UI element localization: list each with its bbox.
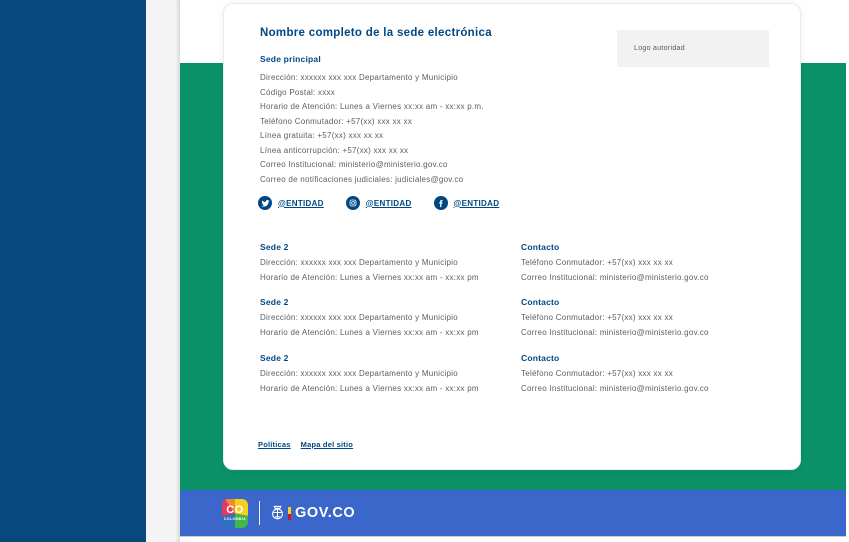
authority-logo-placeholder	[617, 30, 769, 67]
instagram-handle: @ENTIDAD	[365, 198, 412, 208]
politicas-link[interactable]: Políticas	[258, 440, 291, 449]
mapa-del-sitio-link[interactable]: Mapa del sitio	[300, 440, 354, 449]
sede-principal-section	[260, 54, 484, 187]
postal-code-line: Código Postal: xxxx	[260, 87, 336, 97]
contacto-heading: Contacto	[521, 242, 560, 252]
twitter-handle: @ENTIDAD	[278, 198, 324, 208]
instagram-link[interactable]	[346, 196, 412, 210]
contacto-phone: Teléfono Conmutador: +57(xx) xxx xx xx	[521, 258, 674, 267]
contacto-email: Correo Institucional: ministerio@ministerio.gov.co	[521, 327, 709, 337]
hours-line: Horario de Atención: Lunes a Viernes xx:xx am - xx:xx p.m.	[260, 102, 484, 111]
sede-2-address: Dirección: xxxxxx xxx xxx Departamento y Municipio	[260, 369, 458, 378]
contacto-block	[521, 297, 766, 340]
footer-links-row	[258, 440, 353, 449]
facebook-icon	[434, 196, 448, 210]
sede-2-block	[260, 242, 515, 285]
authority-logo-label: Logo autoridad	[634, 45, 685, 52]
phone-line: Teléfono Conmutador: +57(xx) xxx xx xx	[260, 116, 413, 126]
social-links-row	[258, 196, 499, 210]
sede-2-address: Dirección: xxxxxx xxx xxx Departamento y Municipio	[260, 313, 458, 322]
brand-divider	[259, 501, 260, 525]
card-title: Nombre completo de la sede electrónica	[260, 27, 492, 39]
sede-2-block	[260, 297, 515, 340]
twitter-link[interactable]	[258, 196, 324, 210]
contacto-phone: Teléfono Conmutador: +57(xx) xxx xx xx	[521, 369, 674, 378]
sede-2-hours: Horario de Atención: Lunes a Viernes xx:xx am - xx:xx pm	[260, 327, 479, 337]
facebook-link[interactable]	[434, 196, 500, 210]
email-line: Correo Institucional: ministerio@ministerio.gov.co	[260, 160, 448, 169]
free-line: Línea gratuita: +57(xx) xxx xx xx	[260, 131, 384, 140]
sede-principal-heading: Sede principal	[260, 54, 321, 64]
sede-2-heading: Sede 2	[260, 242, 289, 252]
govco-wordmark: GOV.CO	[295, 505, 356, 521]
colombia-co-logo[interactable]	[222, 499, 248, 528]
twitter-icon	[258, 196, 272, 210]
left-sidebar-panel	[0, 0, 146, 542]
co-logo-subtext: COLOMBIA	[223, 517, 247, 521]
contact-info-card	[223, 3, 801, 470]
sede-2-block	[260, 353, 515, 396]
govco-logo-link[interactable]	[270, 505, 355, 521]
contacto-phone: Teléfono Conmutador: +57(xx) xxx xx xx	[521, 313, 674, 322]
contacto-heading: Contacto	[521, 297, 560, 307]
escudo-icon	[270, 505, 285, 521]
facebook-handle: @ENTIDAD	[453, 198, 500, 208]
sede-2-hours: Horario de Atención: Lunes a Viernes xx:xx am - xx:xx pm	[260, 383, 479, 393]
contacto-email: Correo Institucional: ministerio@ministerio.gov.co	[521, 383, 709, 393]
sede-2-heading: Sede 2	[260, 353, 289, 363]
sede-2-hours: Horario de Atención: Lunes a Viernes xx:xx am - xx:xx pm	[260, 272, 479, 282]
page-gutter	[146, 0, 180, 542]
anticorruption-line: Línea anticorrupción: +57(xx) xxx xx xx	[260, 145, 409, 155]
contacto-email: Correo Institucional: ministerio@ministerio.gov.co	[521, 272, 709, 282]
sede-2-address: Dirección: xxxxxx xxx xxx Departamento y Municipio	[260, 258, 458, 267]
instagram-icon	[346, 196, 360, 210]
contacto-block	[521, 242, 766, 285]
judicial-email-line: Correo de notificaciones judiciales: judiciales@gov.co	[260, 174, 464, 184]
address-line: Dirección: xxxxxx xxx xxx Departamento y Municipio	[260, 73, 458, 82]
sede-2-heading: Sede 2	[260, 297, 289, 307]
govco-brand-bar	[180, 490, 846, 537]
co-logo-text: CO	[226, 504, 244, 516]
contacto-heading: Contacto	[521, 353, 560, 363]
flag-bar	[288, 507, 291, 520]
contacto-block	[521, 353, 766, 396]
